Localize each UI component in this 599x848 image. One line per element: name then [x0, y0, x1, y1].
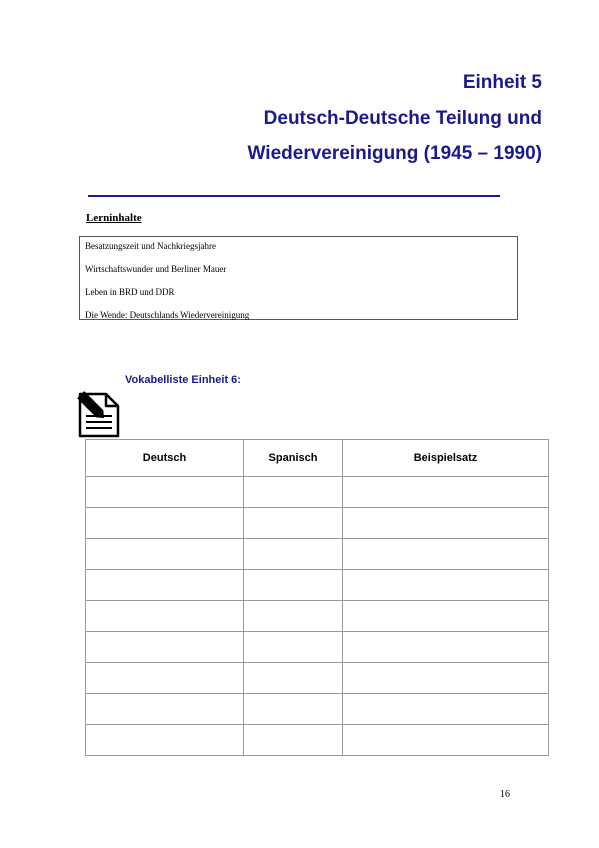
- table-cell[interactable]: [343, 632, 549, 663]
- lerninhalte-item: Die Wende: Deutschlands Wiedervereinigung: [85, 310, 250, 320]
- vocabulary-table: [85, 439, 549, 756]
- table-cell[interactable]: [244, 539, 343, 570]
- unit-subtitle-line-1: Deutsch-Deutsche Teilung und: [263, 108, 542, 129]
- column-header-spanisch: Spanisch: [244, 440, 343, 477]
- column-header-deutsch: Deutsch: [86, 440, 244, 477]
- table-cell[interactable]: [244, 632, 343, 663]
- table-cell[interactable]: [86, 725, 244, 756]
- lerninhalte-item: Besatzungszeit und Nachkriegsjahre: [85, 241, 216, 251]
- table-row: [86, 508, 549, 539]
- column-header-beispielsatz: Beispielsatz: [343, 440, 549, 477]
- table-cell[interactable]: [244, 694, 343, 725]
- table-cell[interactable]: [86, 632, 244, 663]
- title-divider: [88, 195, 500, 197]
- table-cell[interactable]: [86, 601, 244, 632]
- table-cell[interactable]: [343, 477, 549, 508]
- lerninhalte-box: [79, 236, 518, 320]
- table-row: [86, 725, 549, 756]
- table-cell[interactable]: [244, 663, 343, 694]
- table-cell[interactable]: [86, 663, 244, 694]
- table-cell[interactable]: [343, 725, 549, 756]
- table-row: [86, 477, 549, 508]
- table-row: [86, 663, 549, 694]
- table-cell[interactable]: [343, 601, 549, 632]
- table-row: [86, 601, 549, 632]
- unit-subtitle-line-2: Wiedervereinigung (1945 – 1990): [247, 143, 542, 164]
- table-cell[interactable]: [343, 663, 549, 694]
- table-cell[interactable]: [244, 601, 343, 632]
- table-row: [86, 539, 549, 570]
- table-cell[interactable]: [86, 570, 244, 601]
- table-header-row: [86, 440, 549, 477]
- unit-title: Einheit 5: [462, 72, 542, 93]
- table-cell[interactable]: [343, 694, 549, 725]
- table-row: [86, 570, 549, 601]
- table-cell[interactable]: [244, 725, 343, 756]
- lerninhalte-heading: Lerninhalte: [86, 212, 142, 224]
- table-cell[interactable]: [244, 508, 343, 539]
- table-cell[interactable]: [86, 508, 244, 539]
- page-number: 16: [500, 789, 510, 800]
- vokabelliste-heading: Vokabelliste Einheit 6:: [125, 374, 241, 386]
- table-row: [86, 694, 549, 725]
- table-cell[interactable]: [86, 694, 244, 725]
- table-cell[interactable]: [343, 508, 549, 539]
- table-row: [86, 632, 549, 663]
- table-cell[interactable]: [343, 570, 549, 601]
- table-cell[interactable]: [244, 477, 343, 508]
- table-cell[interactable]: [244, 570, 343, 601]
- notepad-pencil-icon: [76, 384, 122, 440]
- lerninhalte-item: Leben in BRD und DDR: [85, 287, 175, 297]
- table-cell[interactable]: [86, 539, 244, 570]
- table-cell[interactable]: [86, 477, 244, 508]
- lerninhalte-item: Wirtschaftswunder und Berliner Mauer: [85, 264, 227, 274]
- table-cell[interactable]: [343, 539, 549, 570]
